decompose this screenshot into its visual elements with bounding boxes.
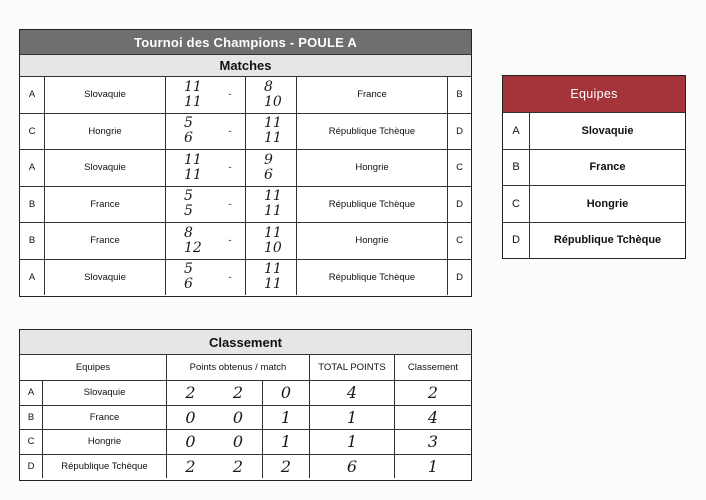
- right-score-set-2: 6: [264, 166, 273, 183]
- team-name: Hongrie: [42, 430, 166, 454]
- points-match-1: 2: [166, 381, 214, 405]
- total-points: 1: [309, 406, 394, 430]
- team-row: [503, 222, 685, 259]
- score-separator: -: [228, 125, 232, 137]
- score-separator: -: [228, 162, 232, 174]
- rank: 1: [394, 455, 471, 479]
- header-points: Points obtenus / match: [166, 355, 309, 380]
- team-code: C: [512, 197, 520, 210]
- left-score: [165, 187, 215, 223]
- team-name: France: [529, 150, 685, 186]
- team-code: A: [512, 124, 520, 137]
- left-score-set-2: 6: [184, 276, 193, 293]
- team-code: B: [512, 161, 520, 174]
- left-score-set-2: 11: [184, 166, 202, 183]
- standings-row: [20, 380, 471, 405]
- left-score-set-1: 8: [184, 224, 193, 241]
- total-points: 6: [309, 455, 394, 479]
- points-match-3: 1: [262, 430, 309, 454]
- right-team-code: D: [447, 260, 471, 296]
- left-score-set-2: 11: [184, 93, 202, 110]
- right-score-set-2: 11: [264, 203, 282, 220]
- matches-table: [19, 29, 472, 297]
- score-separator: -: [228, 89, 232, 101]
- teams-title: Equipes: [503, 76, 685, 112]
- left-score-set-2: 6: [184, 130, 193, 147]
- left-team-name: Slovaquie: [44, 260, 165, 296]
- right-score-set-2: 11: [264, 130, 282, 147]
- left-team-name: France: [44, 187, 165, 223]
- points-match-2: 2: [232, 456, 244, 476]
- right-score-set-2: 10: [264, 239, 282, 256]
- points-match-3: 0: [262, 381, 309, 405]
- right-team-code: D: [447, 114, 471, 150]
- rank: 4: [394, 406, 471, 430]
- left-team-code: B: [28, 235, 36, 247]
- left-team-name: Hongrie: [44, 114, 165, 150]
- points-match-1: 2: [166, 455, 214, 479]
- match-row: [20, 149, 471, 186]
- left-team-name: Slovaquie: [44, 77, 165, 113]
- rank: 3: [394, 430, 471, 454]
- right-score: [245, 77, 296, 113]
- team-code: D: [27, 460, 35, 472]
- header-equipes: Equipes: [75, 362, 111, 373]
- right-team-name: République Tchèque: [296, 187, 447, 223]
- left-team-code: C: [28, 125, 36, 137]
- team-code: A: [27, 387, 35, 399]
- header-total: TOTAL POINTS: [309, 355, 394, 380]
- left-score: [165, 260, 215, 296]
- team-code: B: [27, 411, 35, 423]
- right-score-set-1: 11: [264, 224, 282, 241]
- right-score: [245, 114, 296, 150]
- right-team-name: Hongrie: [296, 150, 447, 186]
- right-team-name: République Tchèque: [296, 114, 447, 150]
- team-name: Hongrie: [529, 186, 685, 222]
- points-match-2: 2: [232, 383, 244, 403]
- points-match-2: 0: [232, 432, 244, 452]
- score-separator: -: [228, 235, 232, 247]
- points-match-2: 0: [232, 407, 244, 427]
- team-name: République Tchèque: [529, 223, 685, 259]
- score-separator: -: [228, 198, 232, 210]
- left-score: [165, 150, 215, 186]
- tournament-title: Tournoi des Champions - POULE A: [20, 30, 471, 54]
- team-row: [503, 185, 685, 222]
- right-score-set-1: 11: [264, 188, 282, 205]
- right-team-code: C: [447, 223, 471, 259]
- right-team-code: C: [447, 150, 471, 186]
- right-team-name: République Tchèque: [296, 260, 447, 296]
- matches-header: Matches: [20, 54, 471, 76]
- match-row: [20, 222, 471, 259]
- team-name: France: [42, 406, 166, 430]
- total-points: 1: [309, 430, 394, 454]
- left-score-set-1: 11: [184, 78, 202, 95]
- team-name: République Tchèque: [42, 455, 166, 479]
- left-score-set-1: 5: [184, 261, 193, 278]
- teams-box: [502, 75, 686, 259]
- match-row: [20, 113, 471, 150]
- points-match-1: 0: [166, 430, 214, 454]
- left-score: [165, 114, 215, 150]
- left-team-name: France: [44, 223, 165, 259]
- points-match-3: 2: [262, 455, 309, 479]
- right-score-set-1: 11: [264, 115, 282, 132]
- right-score-set-2: 10: [264, 93, 282, 110]
- rank: 2: [394, 381, 471, 405]
- total-points: 4: [309, 381, 394, 405]
- left-score-set-1: 5: [184, 188, 193, 205]
- right-score-set-1: 8: [264, 78, 273, 95]
- match-row: [20, 76, 471, 113]
- left-score: [165, 77, 215, 113]
- right-score: [245, 223, 296, 259]
- right-team-name: France: [296, 77, 447, 113]
- right-team-code: D: [447, 187, 471, 223]
- header-rank: Classement: [394, 355, 471, 380]
- left-score: [165, 223, 215, 259]
- left-team-code: A: [28, 162, 36, 174]
- team-row: [503, 112, 685, 149]
- team-name: Slovaquie: [42, 381, 166, 405]
- team-name: Slovaquie: [529, 113, 685, 149]
- standings-title: Classement: [20, 330, 471, 354]
- right-score: [245, 187, 296, 223]
- team-code: C: [27, 436, 35, 448]
- standings-row: [20, 405, 471, 430]
- left-score-set-1: 11: [184, 151, 202, 168]
- left-team-code: A: [28, 271, 36, 283]
- right-score: [245, 150, 296, 186]
- match-row: [20, 259, 471, 296]
- match-row: [20, 186, 471, 223]
- points-match-1: 0: [166, 406, 214, 430]
- left-team-code: A: [28, 89, 36, 101]
- right-score-set-1: 11: [264, 261, 282, 278]
- standings-row: [20, 429, 471, 454]
- score-separator: -: [228, 271, 232, 283]
- right-score-set-2: 11: [264, 276, 282, 293]
- standings-table: [19, 329, 472, 481]
- standings-header-row: [20, 354, 471, 380]
- right-team-code: B: [447, 77, 471, 113]
- right-score-set-1: 9: [264, 151, 273, 168]
- right-score: [245, 260, 296, 296]
- left-score-set-1: 5: [184, 115, 193, 132]
- left-team-name: Slovaquie: [44, 150, 165, 186]
- left-score-set-2: 12: [184, 239, 202, 256]
- points-match-3: 1: [262, 406, 309, 430]
- team-code: D: [512, 234, 520, 247]
- team-row: [503, 149, 685, 186]
- left-team-code: B: [28, 198, 36, 210]
- right-team-name: Hongrie: [296, 223, 447, 259]
- left-score-set-2: 5: [184, 203, 193, 220]
- standings-row: [20, 454, 471, 479]
